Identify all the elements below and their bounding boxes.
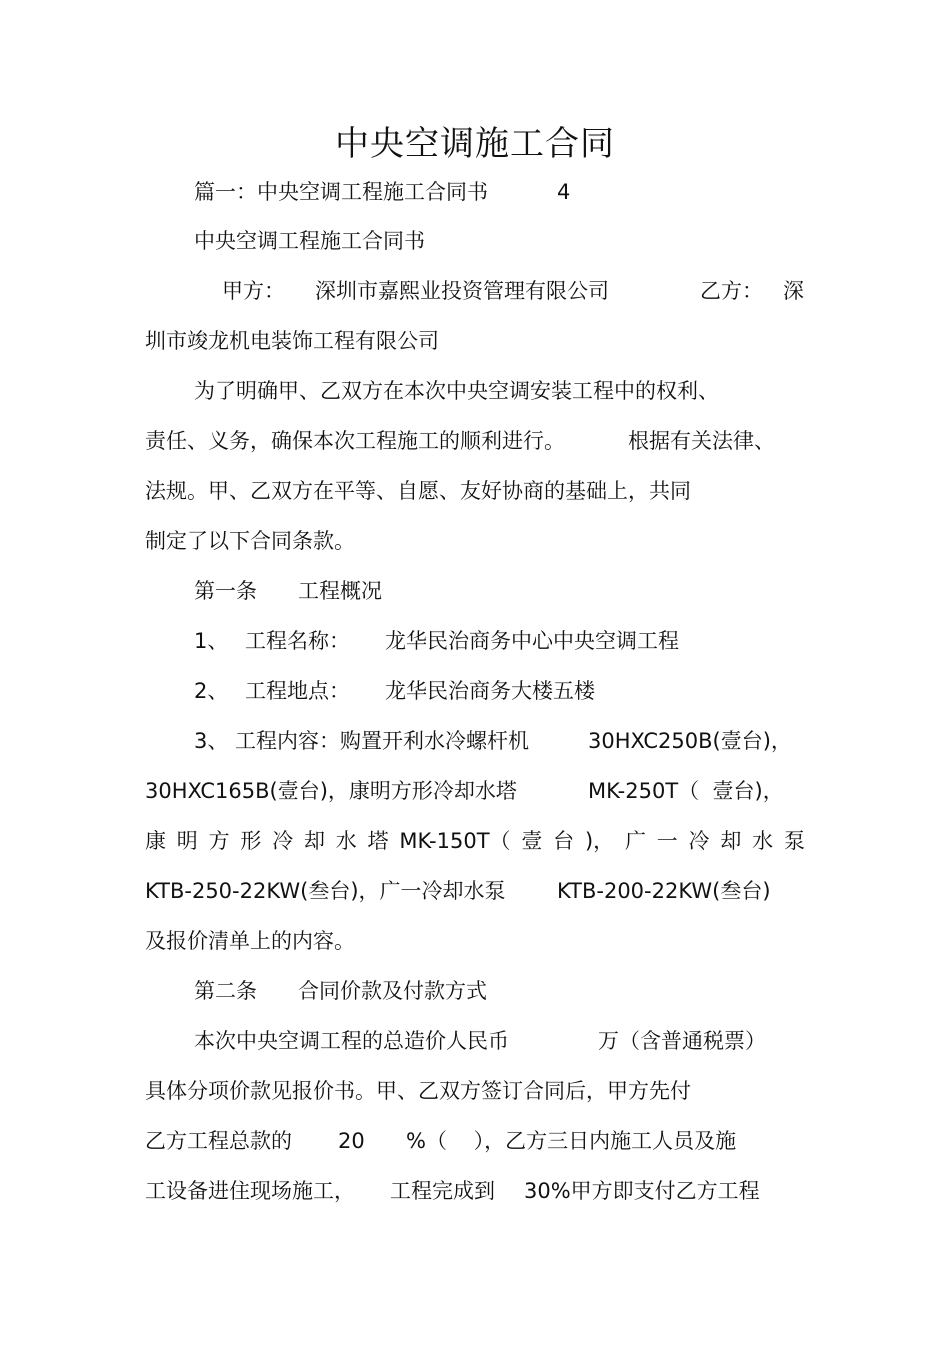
intro-line-4: 制定了以下合同条款。 [145, 529, 355, 553]
item-1-number: 1、 [194, 629, 229, 653]
article-2-line-4c: 30%甲方即支付乙方工程 [524, 1179, 760, 1203]
intro-line-2: 责任、义务，确保本次工程施工的顺利进行。 [145, 429, 565, 453]
article-2-line-4b: 工程完成到 [390, 1179, 495, 1203]
item-3-line-3-token: 却 [720, 829, 742, 853]
article-2-line-1a: 本次中央空调工程的总造价人民币 [194, 1029, 509, 1053]
intro-line-1: 为了明确甲、乙双方在本次中央空调安装工程中的权利、 [194, 379, 719, 403]
item-3-line-3-token: 水 [335, 829, 357, 853]
item-3-line-3-token: 却 [303, 829, 325, 853]
item-3-line-3-token: 康 [145, 829, 166, 853]
item-3-line-3-token: 一 [656, 829, 678, 853]
item-3-line-2b: MK-250T（ 壹台)， [588, 779, 784, 803]
article-2-title: 合同价款及付款方式 [298, 979, 487, 1003]
party-b-name-end: 圳市竣龙机电装饰工程有限公司 [145, 329, 439, 353]
article-1-title: 工程概况 [298, 579, 382, 603]
party-b-name-start: 深 [783, 279, 804, 303]
article-2-line-3a: 乙方工程总款的 [145, 1129, 292, 1153]
party-a-name: 深圳市嘉熙业投资管理有限公司 [315, 279, 609, 303]
item-3-line-3 [145, 826, 805, 856]
article-2-line-3b: 20 [338, 1129, 365, 1153]
party-b-label: 乙方： [700, 279, 763, 303]
article-2-label: 第二条 [194, 979, 257, 1003]
item-3-model: 30HXC250B(壹台)， [588, 729, 792, 753]
party-a-label: 甲方： [222, 279, 285, 303]
item-3-line-3-token: 泵 [783, 829, 805, 853]
item-3-line-3-token: 水 [752, 829, 774, 853]
item-3-line-3-token: 形 [240, 829, 262, 853]
item-3-line-3-token: 广 [624, 829, 646, 853]
item-2-label: 工程地点： [245, 679, 350, 703]
article-2-line-3c: %（ ），乙方三日内施工人员及施 [406, 1129, 737, 1153]
item-3-line-4b: KTB-200-22KW(叁台) [557, 879, 771, 903]
document-heading: 中央空调工程施工合同书 [194, 229, 425, 253]
item-3-line-3-token: )， [584, 829, 615, 853]
item-2-value: 龙华民治商务大楼五楼 [385, 679, 595, 703]
intro-line-2-end: 根据有关法律、 [628, 429, 775, 453]
item-3-line-5: 及报价清单上的内容。 [145, 929, 355, 953]
item-1-value: 龙华民治商务中心中央空调工程 [385, 629, 679, 653]
item-3-line-3-token: 台 [553, 829, 575, 853]
document-title: 中央空调施工合同 [335, 124, 615, 164]
article-2-line-2: 具体分项价款见报价书。甲、乙双方签订合同后，甲方先付 [145, 1079, 691, 1103]
intro-line-3: 法规。甲、乙双方在平等、自愿、友好协商的基础上，共同 [145, 479, 691, 503]
item-2-number: 2、 [194, 679, 229, 703]
item-3-line-3-token: 方 [208, 829, 230, 853]
item-3-line-3-token: MK-150T（ [399, 829, 511, 853]
item-3-line-2a: 30HXC165B(壹台)，康明方形冷却水塔 [145, 779, 517, 803]
item-3-line-4a: KTB-250-22KW(叁台)，广一冷却水泵 [145, 879, 506, 903]
item-3-line-3-token: 冷 [272, 829, 294, 853]
article-2-line-4a: 工设备进住现场施工， [145, 1179, 355, 1203]
subtitle-text: 篇一：中央空调工程施工合同书 [194, 180, 488, 204]
item-1-label: 工程名称： [245, 629, 350, 653]
item-3-line-3-token: 明 [176, 829, 198, 853]
article-2-line-1b: 万（含普通税票） [598, 1029, 766, 1053]
item-3-lead: 3、 工程内容：购置开利水冷螺杆机 [194, 729, 530, 753]
item-3-line-3-token: 冷 [688, 829, 710, 853]
subtitle-page-number: 4 [557, 180, 571, 204]
article-1-label: 第一条 [194, 579, 257, 603]
item-3-line-3-token: 壹 [521, 829, 543, 853]
item-3-line-3-token: 塔 [367, 829, 389, 853]
